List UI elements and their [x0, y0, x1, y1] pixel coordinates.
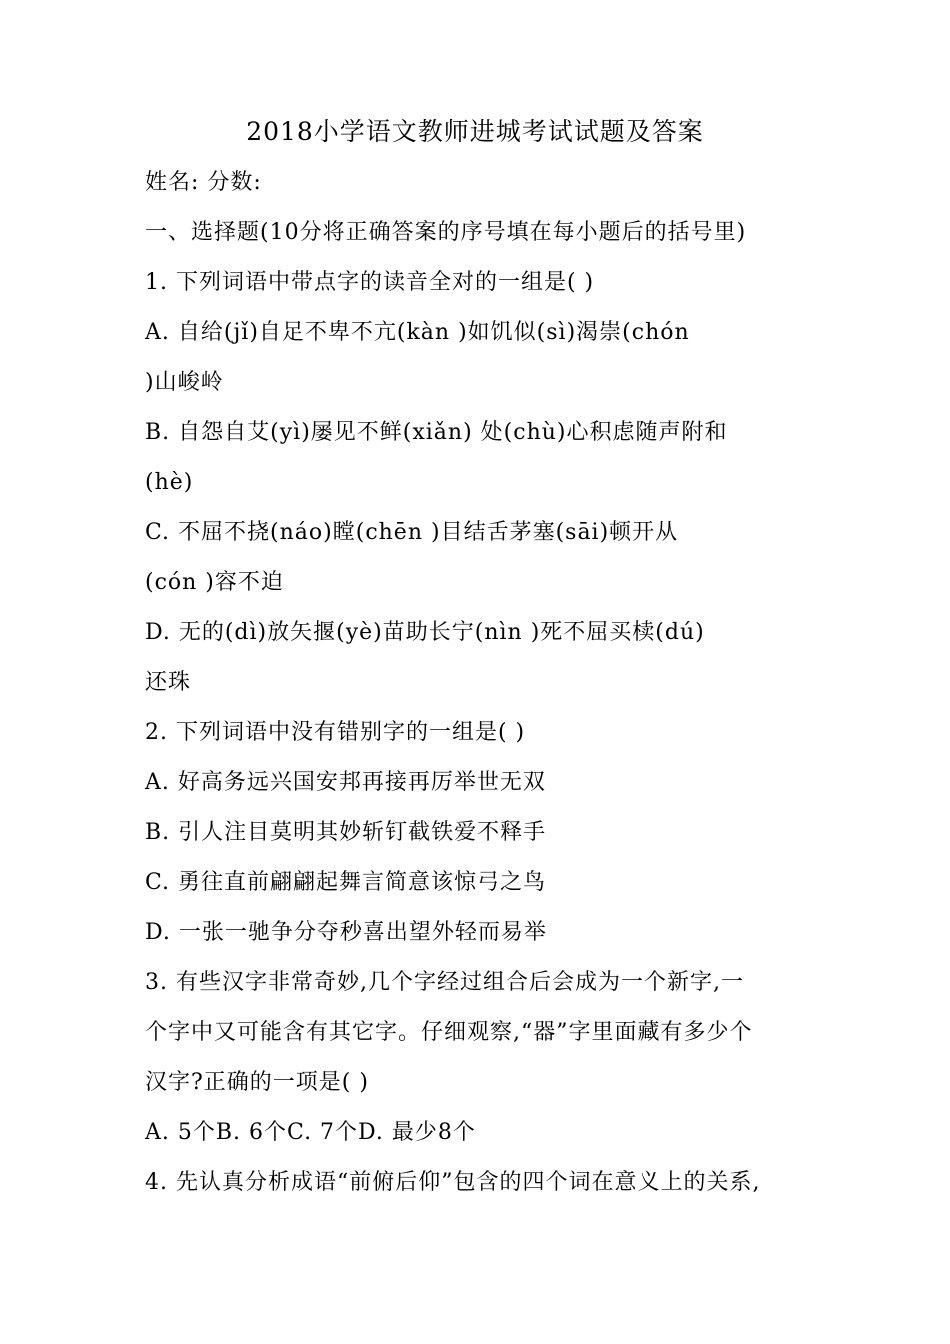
- question-3-options: A. 5个B. 6个C. 7个D. 最少8个: [145, 1120, 476, 1145]
- question-2: 2. 下列词语中没有错别字的一组是( ): [145, 720, 526, 745]
- question-3-cont: 个字中又可能含有其它字。仔细观察,“器”字里面藏有多少个: [145, 1020, 753, 1045]
- question-2-option-d: D. 一张一驰争分夺秒喜出望外轻而易举: [145, 920, 547, 945]
- question-1-option-d-cont: 还珠: [145, 670, 192, 695]
- question-1-option-a-cont: )山峻岭: [145, 370, 224, 395]
- name-score-line: 姓名: 分数:: [145, 170, 262, 195]
- question-3-cont-2: 汉字?正确的一项是( ): [145, 1070, 369, 1095]
- question-4: 4. 先认真分析成语“前俯后仰”包含的四个词在意义上的关系,: [145, 1170, 761, 1195]
- question-2-option-c: C. 勇往直前翩翩起舞言简意该惊弓之鸟: [145, 870, 547, 895]
- question-1-option-d: D. 无的(dì)放矢揠(yè)苗助长宁(nìn )死不屈买椟(dú): [145, 620, 705, 645]
- question-2-option-b: B. 引人注目莫明其妙斩钉截铁爱不释手: [145, 820, 547, 845]
- question-1-option-c-cont: (cón )容不迫: [145, 570, 284, 595]
- question-1: 1. 下列词语中带点字的读音全对的一组是( ): [145, 270, 595, 295]
- question-1-option-b-cont: (hè): [145, 470, 194, 495]
- question-1-option-a: A. 自给(jǐ)自足不卑不亢(kàn )如饥似(sì)渴崇(chón: [145, 320, 690, 345]
- question-3: 3. 有些汉字非常奇妙,几个字经过组合后会成为一个新字,一: [145, 970, 744, 995]
- question-2-option-a: A. 好高务远兴国安邦再接再厉举世无双: [145, 770, 546, 795]
- question-1-option-c: C. 不屈不挠(náo)瞠(chēn )目结舌茅塞(sāi)顿开从: [145, 520, 679, 545]
- question-1-option-b: B. 自怨自艾(yì)屡见不鲜(xiǎn) 处(chù)心积虑随声附和: [145, 420, 728, 445]
- section-heading: 一、选择题(10分将正确答案的序号填在每小题后的括号里): [145, 220, 747, 245]
- document-title: 2018小学语文教师进城考试试题及答案: [246, 117, 704, 146]
